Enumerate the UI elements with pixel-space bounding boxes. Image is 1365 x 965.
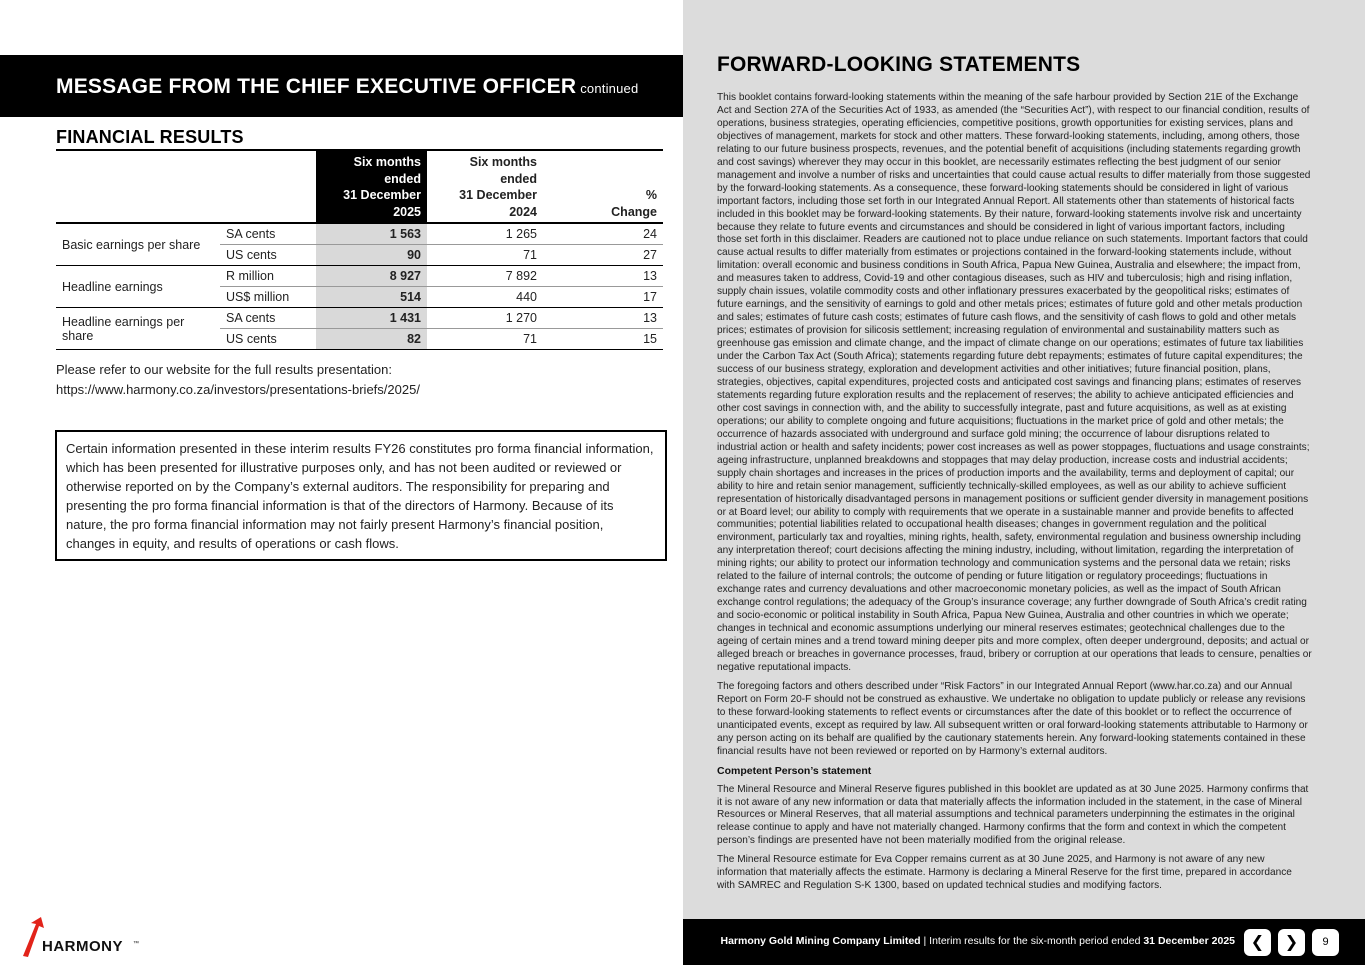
continued-label: continued: [580, 81, 639, 96]
fls-paragraph-2: The foregoing factors and others described under “Risk Factors” in our Integrated Annual Report (www.har.co.za) and our Annual Report on Form 20-F should not be construed as exhaustive. We undertake no obligation to update publicly or release any revisions to these forward-looking statements to reflect events or circumstances after the date of this booklet or to reflect the occurrence of unanticipated events, except as required by law. All subsequent written or oral forward-looking statements attributable to Harmony or any person acting on its behalf are qualified by the cautionary statements herein. Any forward-looking statements contained in these financial results have not been reviewed or reported on by Harmony’s external auditors.: [717, 680, 1308, 757]
current-value: 8 927: [316, 266, 427, 287]
current-value: 1 563: [316, 223, 427, 245]
forward-looking-title: FORWARD-LOOKING STATEMENTS: [717, 53, 1081, 76]
fls-paragraph-3: The Mineral Resource and Mineral Reserve figures published in this booklet are updated as at 30 June 2025. Harmony confirms that it is not aware of any new information or data that materially affects the information included in the statement, in the case of Mineral Resources or Mineral Reserves, that all material assumptions and technical parameters underpinning the estimates in the original release continue to apply and have not materially changed. Harmony confirms that the form and context in which the competent person’s findings are presented have not been materially modified from the original release.: [717, 783, 1309, 847]
previous-page-button[interactable]: [1244, 929, 1271, 956]
unit-cell: US cents: [220, 245, 316, 266]
footer-period-date: 31 December 2025: [1143, 935, 1235, 947]
change-value: 27: [543, 245, 663, 266]
page-title: [56, 75, 638, 99]
change-value: 13: [543, 308, 663, 329]
footer-period: Interim results for the six-month period ended: [929, 935, 1144, 947]
competent-person-heading: Competent Person’s statement: [717, 764, 872, 777]
fls-paragraph-4: The Mineral Resource estimate for Eva Copper remains current as at 30 June 2025, and Harmony is not aware of any new information that materially affects the estimate. Harmony is declaring a Mineral Reserve for the first time, prepared in accordance with SAMREC and Regulation S-K 1300, based on updated technical studies and modifying factors.: [717, 854, 1292, 892]
current-value: 514: [316, 287, 427, 308]
change-value: 24: [543, 223, 663, 245]
prior-value: 1 270: [427, 308, 543, 329]
metric-label: Headline earnings: [56, 266, 220, 308]
header-empty-metric: [56, 150, 220, 223]
table-header-row: [56, 150, 663, 223]
pro-forma-disclaimer: Certain information presented in these interim results FY26 constitutes pro forma financial information, which has been presented for illustrative purposes only, and has not been audited or reviewed or otherwise reported on by the Company’s external auditors. The responsibility for preparing and presenting the pro forma financial information is that of the directors of Harmony. Because of its nature, the pro forma financial information may not fairly present Harmony’s financial position, changes in equity, and results of operations or cash flows.: [55, 430, 667, 561]
change-value: 13: [543, 266, 663, 287]
unit-cell: SA cents: [220, 308, 316, 329]
footer-separator: |: [920, 935, 930, 947]
results-presentation-link[interactable]: https://www.harmony.co.za/investors/presentations-briefs/2025/: [56, 382, 420, 397]
footer-company: Harmony Gold Mining Company Limited: [720, 935, 921, 947]
prior-value: 71: [427, 329, 543, 350]
prior-value: 71: [427, 245, 543, 266]
prior-value: 7 892: [427, 266, 543, 287]
chevron-left-icon: ❮: [1250, 934, 1265, 951]
footer-caption: [721, 935, 1236, 947]
metric-label: Headline earnings per share: [56, 308, 220, 350]
table-row: [56, 223, 663, 245]
unit-cell: US$ million: [220, 287, 316, 308]
unit-cell: R million: [220, 266, 316, 287]
ceo-title-text: MESSAGE FROM THE CHIEF EXECUTIVE OFFICER: [56, 75, 577, 98]
current-value: 1 431: [316, 308, 427, 329]
header-prior-period: Six months ended 31 December 2024: [459, 155, 537, 219]
results-reference: [56, 360, 420, 400]
logo-arrow-icon: [23, 917, 44, 957]
table-row: [56, 308, 663, 329]
header-empty-unit: [220, 150, 316, 223]
page-number: 9: [1312, 929, 1339, 956]
chevron-right-icon: ❯: [1284, 934, 1299, 951]
unit-cell: SA cents: [220, 223, 316, 245]
forward-looking-body: [717, 92, 1312, 899]
header-change: % Change: [611, 188, 657, 219]
financial-results-heading: FINANCIAL RESULTS: [56, 127, 244, 147]
next-page-button[interactable]: [1278, 929, 1305, 956]
current-value: 82: [316, 329, 427, 350]
header-current-period: Six months ended 31 December 2025: [316, 150, 427, 223]
logo-wordmark: HARMONY: [42, 938, 123, 955]
current-value: 90: [316, 245, 427, 266]
table-row: [56, 266, 663, 287]
fls-paragraph-1: This booklet contains forward-looking statements within the meaning of the safe harbour provided by Section 21E of the Exchange Act and Section 27A of the Securities Act of 1933, as amended (the “Securities Act”), with respect to our financial condition, results of operations, business strategies, operating efficiencies, competitive positions, growth opportunities for existing services, plans and objectives of management, markets for stock and other matters. These forward-looking statements, including, among others, those relating to our future business prospects, revenues, and the potential benefit of acquisitions (including statements regarding growth and cost savings) wherever they may occur in this booklet, are necessarily estimates reflecting the best judgment of our senior management and involve a number of risks and uncertainties that could cause actual results to differ materially from those suggested by the forward-looking statements. As a consequence, these forward-looking statements should be considered in light of various important factors, including those set forth in our Integrated Annual Report. All statements other than statements of historical facts included in this booklet may be forward-looking statements. By their nature, forward-looking statements involve risk and uncertainty because they relate to future events and circumstances and should be considered in light of various important factors, including those set forth in this disclaimer. Readers are cautioned not to place undue reliance on such statements. Important factors that could cause actual results to differ materially from estimates or projections contained in the forward-looking statements include, without limitation: overall economic and business conditions in South Africa, Papua New Guinea, Australia and elsewhere; the impact from, and measures taken to address, Covid-19 and other contagious diseases, such as HIV and tuberculosis; high and rising inflation, supply chain issues, volatile commodity costs and other inflationary pressures exacerbated by the geopolitical risks; estimates of future earnings, and the sensitivity of earnings to gold and other metals prices; estimates of future gold and other metals production and sales; estimates of future cash costs; estimates of future cash flows, and the sensitivity of cash flows to gold and other metals prices; estimates of provision for silicosis settlement; increasing regulation of environmental and sustainability matters such as greenhouse gas emission and climate change, and the impact of climate change on our operations; estimates of future tax liabilities under the Carbon Tax Act (South Africa); statements regarding future debt repayments; estimates of future capital expenditures; the success of our business strategy, exploration and development activities and other initiatives; future financial position, plans, strategies, objectives, capital expenditures, projected costs and anticipated cost savings and financing plans; estimates of reserves statements regarding future exploration results and the replacement of reserves; the ability to achieve anticipated efficiencies and other cost savings in connection with, and the ability to successfully integrate, past and future acquisitions, as well as at existing operations; our ability to complete ongoing and future acquisitions; fluctuations in the market price of gold and other metals; the occurrence of hazards associated with underground and surface gold mining; the occurrence of labour disruptions related to industrial action or health and safety incidents; power cost increases as well as power stoppages, fluctuations and usage constraints; ageing infrastructure, unplanned breakdowns and stoppages that may delay production, increase costs and industrial accidents; supply chain shortages and increases in the prices of production imports and the availability, terms and deployment of capital; our ability to hire and retain senior management, sufficiently technically-skilled employees, as well as our ability to achieve sufficient representation of historically disadvantaged persons in management positions or sufficient gender diversity in management positions or at Board level; our ability to comply with requirements that we operate in a sustainable manner and provide benefits to affected communities; potential liabilities related to occupational health diseases; changes in government regulation and the political environment, particularly tax and royalties, mining rights, health, safety, environmental regulation and business ownership including any interpretation thereof; court decisions affecting the mining industry, including, without limitation, regarding the interpretation of mining rights; our ability to protect our information technology and communication systems and the personal data we retain; risks related to the failure of internal controls; the outcome of pending or future litigation or regulatory proceedings; fluctuations in exchange rates and currency devaluations and other macroeconomic monetary policies, as well as the impact of South African exchange control regulations; the adequacy of the Group’s insurance coverage; any further downgrade of South Africa’s credit rating and socio-economic or political instability in South Africa, Papua New Guinea, Australia and other countries in which we operate; changes in technical and economic assumptions underlying our mineral reserves estimates; geotechnical challenges due to the ageing of certain mines and a trend toward mining deeper pits and more complex, often deeper underground, deposits; and actual or alleged breach or breaches in governance processes, fraud, bribery or corruption at our operations that leads to censure, penalties or negative reputational impacts.: [717, 92, 1312, 673]
logo-trademark: ™: [133, 941, 139, 947]
unit-cell: US cents: [220, 329, 316, 350]
prior-value: 440: [427, 287, 543, 308]
prior-value: 1 265: [427, 223, 543, 245]
change-value: 15: [543, 329, 663, 350]
metric-label: Basic earnings per share: [56, 223, 220, 266]
harmony-logo: [20, 915, 145, 959]
change-value: 17: [543, 287, 663, 308]
refer-text: Please refer to our website for the full results presentation:: [56, 362, 393, 377]
financial-results-table: [56, 149, 663, 350]
